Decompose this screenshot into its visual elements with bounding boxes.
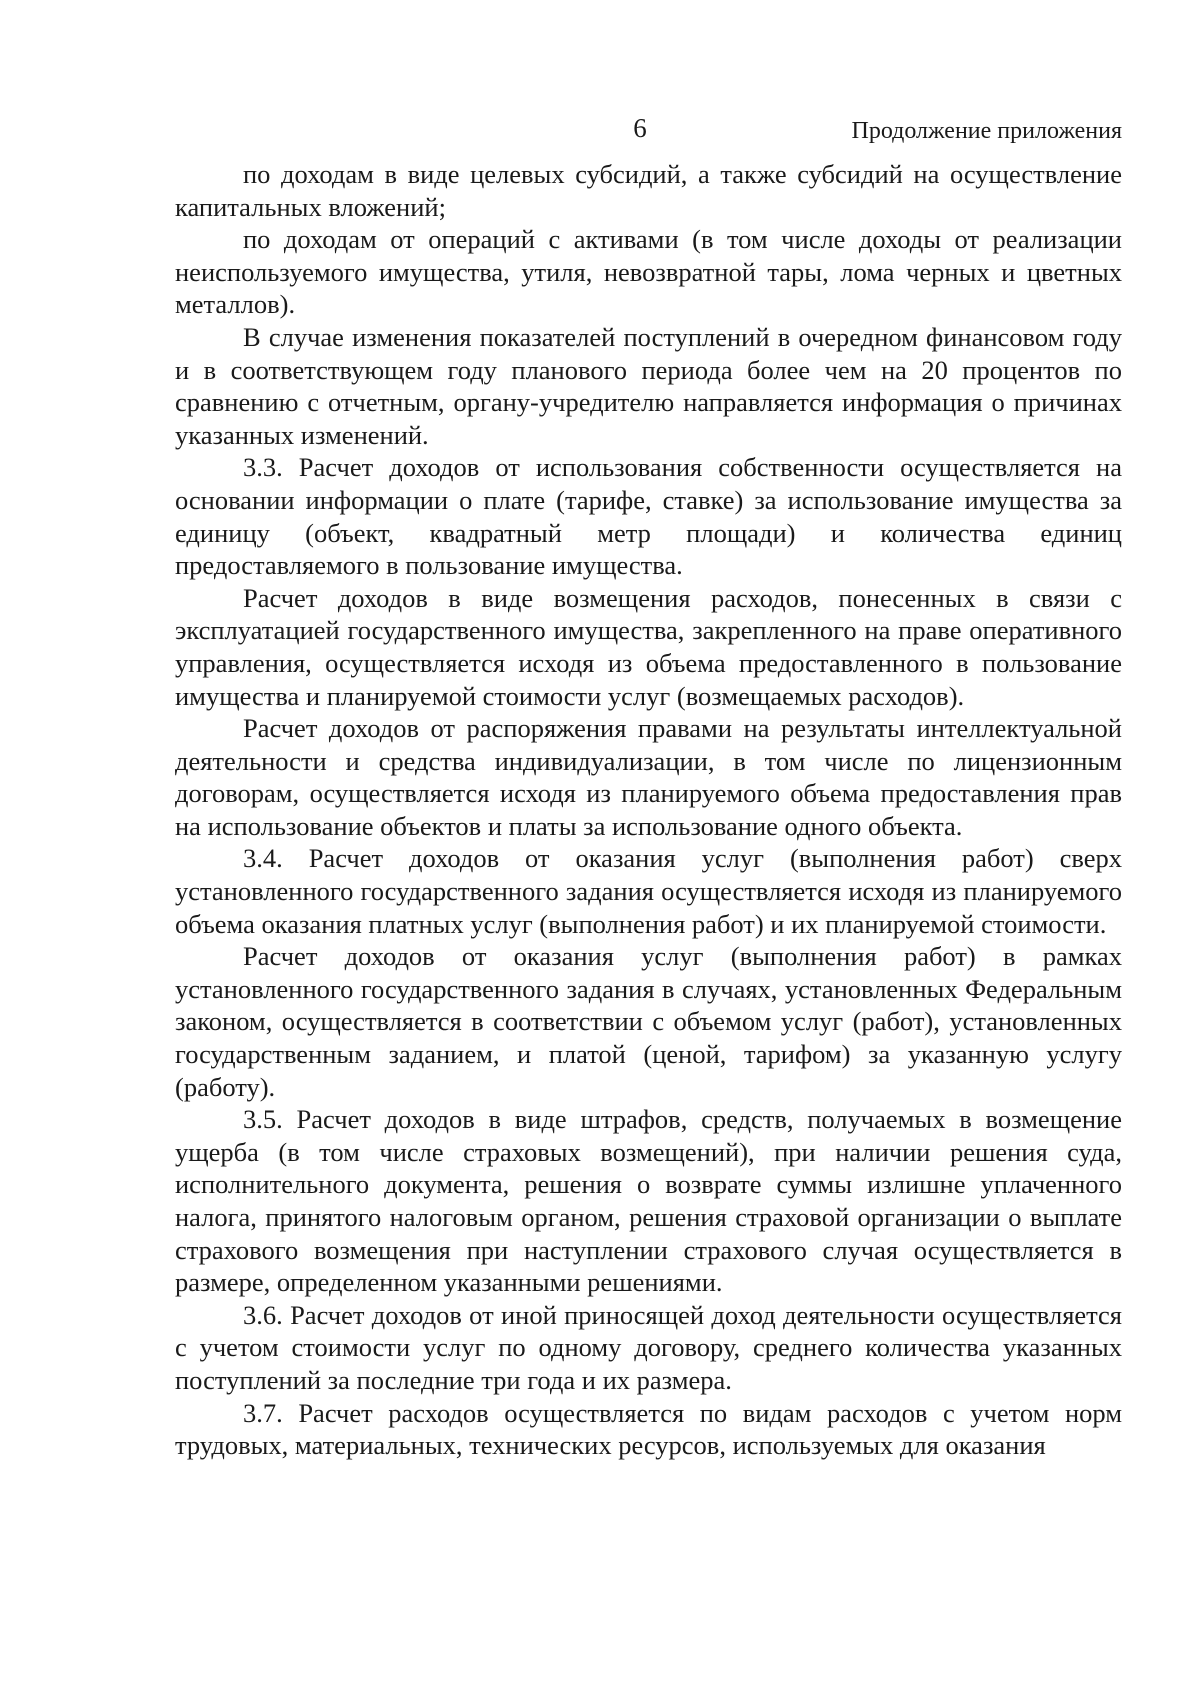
paragraph-3-5-fines-and-damages: 3.5. Расчет доходов в виде штрафов, средств, получаемых в возмещение ущерба (в том числе страховых возмещений), при наличии решения суда, исполнительного документа, решения о возврате суммы излишне уплаченного налога, принятого налоговым органом, решения страховой организации о выплате страхового возмещения при наступлении страхового случая осуществляется в размере, определенном указанными решениями. [175,1104,1122,1298]
paragraph-services-within-assignment: Расчет доходов от оказания услуг (выполнения работ) в рамках установленного государственного задания в случаях, установленных Федеральным законом, осуществляется в соответствии с объемом услуг (работ), установленных государственным заданием, и платой (ценой, тарифом) за указанную услугу (работу). [175,941,1122,1102]
paragraph-intellectual-property: Расчет доходов от распоряжения правами на результаты интеллектуальной деятельности и средства индивидуализации, в том числе по лицензионным договорам, осуществляется исходя из планируемого объема предоставления прав на использование объектов и платы за использование одного объекта. [175,713,1122,841]
document-body [175,158,1122,1462]
paragraph-change-of-indicators: В случае изменения показателей поступлений в очередном финансовом году и в соответствующем году планового периода более чем на 20 процентов по сравнению с отчетным, органу-учредителю направляется информация о причинах указанных изменений. [175,321,1122,450]
paragraph-targeted-subsidies: по доходам в виде целевых субсидий, а также субсидий на осуществление капитальных вложений; [175,159,1122,222]
running-header: Продолжение приложения [851,118,1122,144]
paragraph-3-3-property-income: 3.3. Расчет доходов от использования собственности осуществляется на основании информации о плате (тарифе, ставке) за использование имущества за единицу (объект, квадратный метр площади) и количества единиц предоставляемого в пользование имущества. [175,452,1122,581]
paragraph-3-6-other-income: 3.6. Расчет доходов от иной приносящей доход деятельности осуществляется с учетом стоимости услуг по одному договору, среднего количества указанных поступлений за последние три года и их размера. [175,1299,1122,1395]
paragraph-expense-reimbursement: Расчет доходов в виде возмещения расходов, понесенных в связи с эксплуатацией государственного имущества, закрепленного на праве оперативного управления, осуществляется исходя из объема предоставленного в пользование имущества и планируемой стоимости услуг (возмещаемых расходов). [175,582,1122,711]
paragraph-3-7-expenses: 3.7. Расчет расходов осуществляется по видам расходов с учетом норм трудовых, материальных, технических ресурсов, используемых для оказания [175,1397,1122,1461]
paragraph-3-4-services-above-assignment: 3.4. Расчет доходов от оказания услуг (выполнения работ) сверх установленного государственного задания осуществляется исходя из планируемого объема оказания платных услуг (выполнения работ) и их планируемой стоимости. [175,843,1122,939]
paragraph-asset-operations: по доходам от операций с активами (в том числе доходы от реализации неиспользуемого имущества, утиля, невозвратной тары, лома черных и цветных металлов). [175,224,1122,320]
page-number: 6 [633,113,647,143]
